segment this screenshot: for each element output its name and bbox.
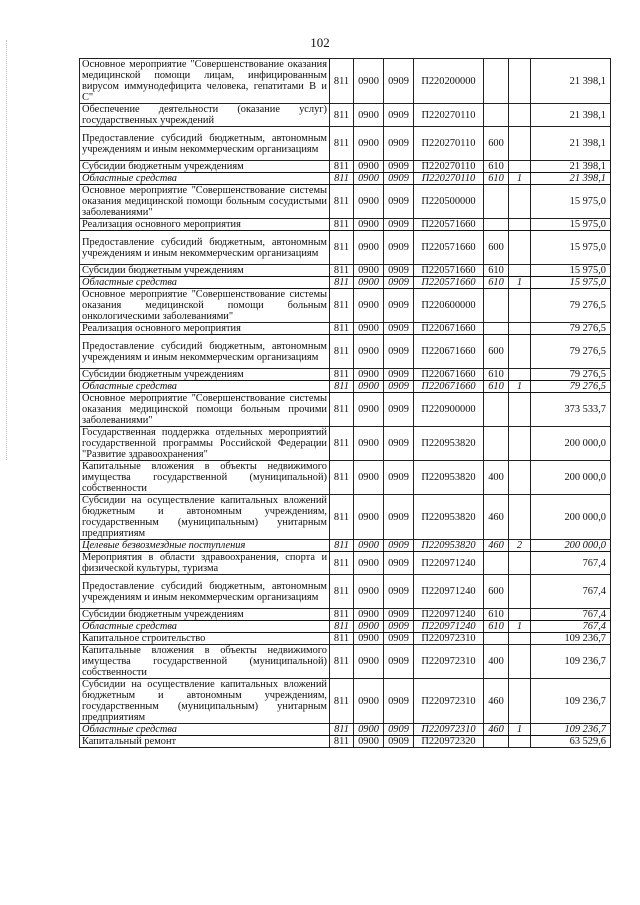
row-subsection-code: 0909 <box>384 277 414 289</box>
table-row <box>80 277 611 289</box>
row-section-code: 0900 <box>354 289 384 323</box>
row-source-code <box>509 679 531 724</box>
row-grbs-code: 811 <box>330 323 354 335</box>
row-grbs-code: 811 <box>330 609 354 621</box>
row-amount: 767,4 <box>531 609 611 621</box>
row-name: Реализация основного мероприятия <box>80 323 330 335</box>
row-target-article-code: П220270110 <box>414 173 484 185</box>
row-target-article-code: П220972310 <box>414 679 484 724</box>
row-target-article-code: П220571660 <box>414 231 484 265</box>
row-grbs-code: 811 <box>330 265 354 277</box>
row-subsection-code: 0909 <box>384 335 414 369</box>
row-source-code <box>509 59 531 104</box>
row-source-code: 1 <box>509 277 531 289</box>
row-source-code <box>509 633 531 645</box>
row-source-code: 1 <box>509 724 531 736</box>
row-section-code: 0900 <box>354 621 384 633</box>
row-subsection-code: 0909 <box>384 185 414 219</box>
table-row <box>80 104 611 127</box>
row-source-code <box>509 369 531 381</box>
row-amount: 373 533,7 <box>531 393 611 427</box>
row-subsection-code: 0909 <box>384 645 414 679</box>
row-section-code: 0900 <box>354 161 384 173</box>
row-amount: 63 529,6 <box>531 736 611 748</box>
row-section-code: 0900 <box>354 427 384 461</box>
row-grbs-code: 811 <box>330 540 354 552</box>
row-expense-type-code: 610 <box>484 161 509 173</box>
row-subsection-code: 0909 <box>384 427 414 461</box>
row-name: Основное мероприятие "Совершенствование системы оказания медицинской помощи больным прочими заболеваниями" <box>80 393 330 427</box>
row-source-code <box>509 427 531 461</box>
row-amount: 15 975,0 <box>531 185 611 219</box>
row-amount: 109 236,7 <box>531 724 611 736</box>
row-expense-type-code <box>484 219 509 231</box>
row-amount: 21 398,1 <box>531 127 611 161</box>
table-row <box>80 679 611 724</box>
row-target-article-code: П220200000 <box>414 59 484 104</box>
row-grbs-code: 811 <box>330 736 354 748</box>
row-grbs-code: 811 <box>330 289 354 323</box>
row-expense-type-code: 460 <box>484 540 509 552</box>
row-section-code: 0900 <box>354 495 384 540</box>
row-target-article-code: П220953820 <box>414 495 484 540</box>
row-expense-type-code: 400 <box>484 461 509 495</box>
row-target-article-code: П220953820 <box>414 461 484 495</box>
row-subsection-code: 0909 <box>384 393 414 427</box>
row-grbs-code: 811 <box>330 335 354 369</box>
row-name: Субсидии на осуществление капитальных вложений бюджетным и автономным учреждениям, государственным (муниципальным) унитарным предприятиям <box>80 679 330 724</box>
row-section-code: 0900 <box>354 724 384 736</box>
row-grbs-code: 811 <box>330 461 354 495</box>
row-section-code: 0900 <box>354 173 384 185</box>
row-subsection-code: 0909 <box>384 609 414 621</box>
row-expense-type-code <box>484 427 509 461</box>
row-subsection-code: 0909 <box>384 621 414 633</box>
row-source-code <box>509 265 531 277</box>
row-section-code: 0900 <box>354 461 384 495</box>
row-expense-type-code <box>484 393 509 427</box>
row-subsection-code: 0909 <box>384 461 414 495</box>
row-source-code <box>509 609 531 621</box>
row-target-article-code: П220671660 <box>414 369 484 381</box>
row-subsection-code: 0909 <box>384 552 414 575</box>
row-section-code: 0900 <box>354 633 384 645</box>
row-amount: 109 236,7 <box>531 645 611 679</box>
row-name: Капитальные вложения в объекты недвижимого имущества государственной (муниципальной) собственности <box>80 645 330 679</box>
row-amount: 21 398,1 <box>531 161 611 173</box>
row-name: Областные средства <box>80 621 330 633</box>
row-name: Областные средства <box>80 381 330 393</box>
row-subsection-code: 0909 <box>384 59 414 104</box>
row-subsection-code: 0909 <box>384 381 414 393</box>
scan-edge-mark <box>6 40 8 460</box>
row-name: Государственная поддержка отдельных мероприятий государственной программы Российской Федерации "Развитие здравоохранения" <box>80 427 330 461</box>
row-expense-type-code: 600 <box>484 575 509 609</box>
row-amount: 79 276,5 <box>531 381 611 393</box>
row-expense-type-code <box>484 185 509 219</box>
row-target-article-code: П220972310 <box>414 724 484 736</box>
row-expense-type-code: 610 <box>484 609 509 621</box>
row-amount: 79 276,5 <box>531 335 611 369</box>
budget-table <box>79 58 611 748</box>
row-amount: 767,4 <box>531 552 611 575</box>
table-row <box>80 161 611 173</box>
row-section-code: 0900 <box>354 540 384 552</box>
row-amount: 200 000,0 <box>531 540 611 552</box>
row-section-code: 0900 <box>354 59 384 104</box>
row-source-code <box>509 185 531 219</box>
row-name: Областные средства <box>80 277 330 289</box>
row-subsection-code: 0909 <box>384 633 414 645</box>
row-section-code: 0900 <box>354 104 384 127</box>
row-expense-type-code: 610 <box>484 381 509 393</box>
row-amount: 21 398,1 <box>531 59 611 104</box>
table-row <box>80 427 611 461</box>
row-target-article-code: П220270110 <box>414 104 484 127</box>
row-target-article-code: П220571660 <box>414 219 484 231</box>
row-expense-type-code: 610 <box>484 277 509 289</box>
row-name: Субсидии бюджетным учреждениям <box>80 161 330 173</box>
row-target-article-code: П220671660 <box>414 381 484 393</box>
row-grbs-code: 811 <box>330 369 354 381</box>
row-grbs-code: 811 <box>330 161 354 173</box>
row-grbs-code: 811 <box>330 104 354 127</box>
row-expense-type-code <box>484 552 509 575</box>
row-expense-type-code <box>484 736 509 748</box>
row-expense-type-code: 460 <box>484 495 509 540</box>
row-name: Предоставление субсидий бюджетным, автономным учреждениям и иным некоммерческим организациям <box>80 127 330 161</box>
row-expense-type-code <box>484 59 509 104</box>
row-name: Капитальное строительство <box>80 633 330 645</box>
row-subsection-code: 0909 <box>384 127 414 161</box>
row-grbs-code: 811 <box>330 621 354 633</box>
row-name: Областные средства <box>80 724 330 736</box>
row-source-code <box>509 335 531 369</box>
row-section-code: 0900 <box>354 736 384 748</box>
row-source-code <box>509 393 531 427</box>
table-row <box>80 369 611 381</box>
table-row <box>80 231 611 265</box>
row-target-article-code: П220971240 <box>414 609 484 621</box>
row-grbs-code: 811 <box>330 219 354 231</box>
table-row <box>80 289 611 323</box>
row-expense-type-code: 610 <box>484 621 509 633</box>
row-name: Обеспечение деятельности (оказание услуг) государственных учреждений <box>80 104 330 127</box>
row-section-code: 0900 <box>354 679 384 724</box>
row-expense-type-code <box>484 323 509 335</box>
table-row <box>80 323 611 335</box>
row-expense-type-code: 600 <box>484 127 509 161</box>
table-row <box>80 127 611 161</box>
row-grbs-code: 811 <box>330 59 354 104</box>
row-source-code <box>509 552 531 575</box>
row-subsection-code: 0909 <box>384 289 414 323</box>
row-expense-type-code: 610 <box>484 369 509 381</box>
row-source-code <box>509 289 531 323</box>
table-row <box>80 173 611 185</box>
budget-table-body <box>80 59 611 748</box>
row-amount: 15 975,0 <box>531 231 611 265</box>
table-row <box>80 540 611 552</box>
row-section-code: 0900 <box>354 277 384 289</box>
row-name: Основное мероприятие "Совершенствование системы оказания медицинской помощи больным сосудистыми заболеваниями" <box>80 185 330 219</box>
row-amount: 109 236,7 <box>531 633 611 645</box>
table-row <box>80 185 611 219</box>
row-source-code: 1 <box>509 381 531 393</box>
row-name: Основное мероприятие "Совершенствование оказания медицинской помощи лицам, инфицированным вирусом иммунодефицита человека, гепатитами В и С" <box>80 59 330 104</box>
row-source-code <box>509 645 531 679</box>
row-target-article-code: П220953820 <box>414 540 484 552</box>
row-section-code: 0900 <box>354 335 384 369</box>
row-name: Областные средства <box>80 173 330 185</box>
row-source-code <box>509 219 531 231</box>
table-row <box>80 495 611 540</box>
row-grbs-code: 811 <box>330 173 354 185</box>
row-target-article-code: П220270110 <box>414 127 484 161</box>
row-target-article-code: П220571660 <box>414 265 484 277</box>
row-grbs-code: 811 <box>330 277 354 289</box>
row-name: Субсидии бюджетным учреждениям <box>80 265 330 277</box>
row-amount: 200 000,0 <box>531 427 611 461</box>
row-section-code: 0900 <box>354 552 384 575</box>
table-row <box>80 219 611 231</box>
table-row <box>80 575 611 609</box>
row-name: Реализация основного мероприятия <box>80 219 330 231</box>
row-subsection-code: 0909 <box>384 219 414 231</box>
table-row <box>80 736 611 748</box>
row-target-article-code: П220500000 <box>414 185 484 219</box>
row-subsection-code: 0909 <box>384 540 414 552</box>
row-amount: 15 975,0 <box>531 219 611 231</box>
row-source-code <box>509 161 531 173</box>
row-subsection-code: 0909 <box>384 369 414 381</box>
row-subsection-code: 0909 <box>384 495 414 540</box>
row-source-code: 1 <box>509 173 531 185</box>
row-target-article-code: П220671660 <box>414 335 484 369</box>
row-target-article-code: П220900000 <box>414 393 484 427</box>
row-expense-type-code: 600 <box>484 335 509 369</box>
row-subsection-code: 0909 <box>384 736 414 748</box>
table-row <box>80 335 611 369</box>
row-target-article-code: П220971240 <box>414 621 484 633</box>
row-amount: 200 000,0 <box>531 495 611 540</box>
row-section-code: 0900 <box>354 609 384 621</box>
row-target-article-code: П220600000 <box>414 289 484 323</box>
row-subsection-code: 0909 <box>384 575 414 609</box>
row-expense-type-code: 460 <box>484 679 509 724</box>
row-amount: 767,4 <box>531 575 611 609</box>
row-name: Субсидии на осуществление капитальных вложений бюджетным и автономным учреждениям, государственным (муниципальным) унитарным предприятиям <box>80 495 330 540</box>
row-target-article-code: П220972310 <box>414 645 484 679</box>
row-subsection-code: 0909 <box>384 231 414 265</box>
row-source-code <box>509 495 531 540</box>
row-grbs-code: 811 <box>330 495 354 540</box>
row-amount: 79 276,5 <box>531 323 611 335</box>
row-amount: 79 276,5 <box>531 369 611 381</box>
row-grbs-code: 811 <box>330 575 354 609</box>
row-name: Капитальные вложения в объекты недвижимого имущества государственной (муниципальной) собственности <box>80 461 330 495</box>
row-expense-type-code: 400 <box>484 645 509 679</box>
row-amount: 21 398,1 <box>531 173 611 185</box>
row-target-article-code: П220971240 <box>414 575 484 609</box>
row-subsection-code: 0909 <box>384 161 414 173</box>
row-target-article-code: П220571660 <box>414 277 484 289</box>
row-section-code: 0900 <box>354 381 384 393</box>
row-subsection-code: 0909 <box>384 265 414 277</box>
table-row <box>80 609 611 621</box>
row-grbs-code: 811 <box>330 552 354 575</box>
row-target-article-code: П220972310 <box>414 633 484 645</box>
row-amount: 15 975,0 <box>531 277 611 289</box>
row-name: Субсидии бюджетным учреждениям <box>80 369 330 381</box>
row-grbs-code: 811 <box>330 393 354 427</box>
page-number: 102 <box>310 35 330 50</box>
row-grbs-code: 811 <box>330 427 354 461</box>
row-amount: 767,4 <box>531 621 611 633</box>
row-expense-type-code: 600 <box>484 231 509 265</box>
row-name: Капитальный ремонт <box>80 736 330 748</box>
row-subsection-code: 0909 <box>384 679 414 724</box>
row-grbs-code: 811 <box>330 679 354 724</box>
row-section-code: 0900 <box>354 185 384 219</box>
row-grbs-code: 811 <box>330 633 354 645</box>
table-row <box>80 265 611 277</box>
row-section-code: 0900 <box>354 575 384 609</box>
row-source-code <box>509 231 531 265</box>
row-name: Предоставление субсидий бюджетным, автономным учреждениям и иным некоммерческим организациям <box>80 335 330 369</box>
row-section-code: 0900 <box>354 323 384 335</box>
table-row <box>80 461 611 495</box>
row-expense-type-code: 460 <box>484 724 509 736</box>
row-name: Субсидии бюджетным учреждениям <box>80 609 330 621</box>
row-grbs-code: 811 <box>330 724 354 736</box>
table-row <box>80 724 611 736</box>
table-row <box>80 381 611 393</box>
row-target-article-code: П220971240 <box>414 552 484 575</box>
row-source-code <box>509 104 531 127</box>
table-row <box>80 393 611 427</box>
row-expense-type-code <box>484 289 509 323</box>
row-grbs-code: 811 <box>330 645 354 679</box>
row-name: Основное мероприятие "Совершенствование системы оказания медицинской помощи больным онкологическими заболеваниями" <box>80 289 330 323</box>
row-source-code <box>509 461 531 495</box>
row-subsection-code: 0909 <box>384 173 414 185</box>
row-name: Предоставление субсидий бюджетным, автономным учреждениям и иным некоммерческим организациям <box>80 575 330 609</box>
row-section-code: 0900 <box>354 265 384 277</box>
row-grbs-code: 811 <box>330 127 354 161</box>
row-source-code <box>509 323 531 335</box>
row-subsection-code: 0909 <box>384 104 414 127</box>
row-expense-type-code <box>484 633 509 645</box>
row-grbs-code: 811 <box>330 185 354 219</box>
row-subsection-code: 0909 <box>384 323 414 335</box>
row-name: Целевые безвозмездные поступления <box>80 540 330 552</box>
row-amount: 79 276,5 <box>531 289 611 323</box>
row-section-code: 0900 <box>354 219 384 231</box>
row-section-code: 0900 <box>354 393 384 427</box>
table-row <box>80 633 611 645</box>
row-amount: 200 000,0 <box>531 461 611 495</box>
row-expense-type-code <box>484 104 509 127</box>
row-target-article-code: П220972320 <box>414 736 484 748</box>
row-target-article-code: П220270110 <box>414 161 484 173</box>
row-source-code <box>509 736 531 748</box>
row-section-code: 0900 <box>354 127 384 161</box>
row-expense-type-code: 610 <box>484 265 509 277</box>
row-target-article-code: П220953820 <box>414 427 484 461</box>
row-name: Мероприятия в области здравоохранения, спорта и физической культуры, туризма <box>80 552 330 575</box>
row-section-code: 0900 <box>354 645 384 679</box>
row-section-code: 0900 <box>354 369 384 381</box>
row-target-article-code: П220671660 <box>414 323 484 335</box>
row-source-code: 1 <box>509 621 531 633</box>
row-amount: 109 236,7 <box>531 679 611 724</box>
row-amount: 15 975,0 <box>531 265 611 277</box>
row-grbs-code: 811 <box>330 231 354 265</box>
table-row <box>80 59 611 104</box>
row-subsection-code: 0909 <box>384 724 414 736</box>
row-amount: 21 398,1 <box>531 104 611 127</box>
table-row <box>80 621 611 633</box>
table-row <box>80 552 611 575</box>
row-expense-type-code: 610 <box>484 173 509 185</box>
row-name: Предоставление субсидий бюджетным, автономным учреждениям и иным некоммерческим организациям <box>80 231 330 265</box>
row-grbs-code: 811 <box>330 381 354 393</box>
row-source-code <box>509 127 531 161</box>
table-row <box>80 645 611 679</box>
row-section-code: 0900 <box>354 231 384 265</box>
row-source-code: 2 <box>509 540 531 552</box>
row-source-code <box>509 575 531 609</box>
